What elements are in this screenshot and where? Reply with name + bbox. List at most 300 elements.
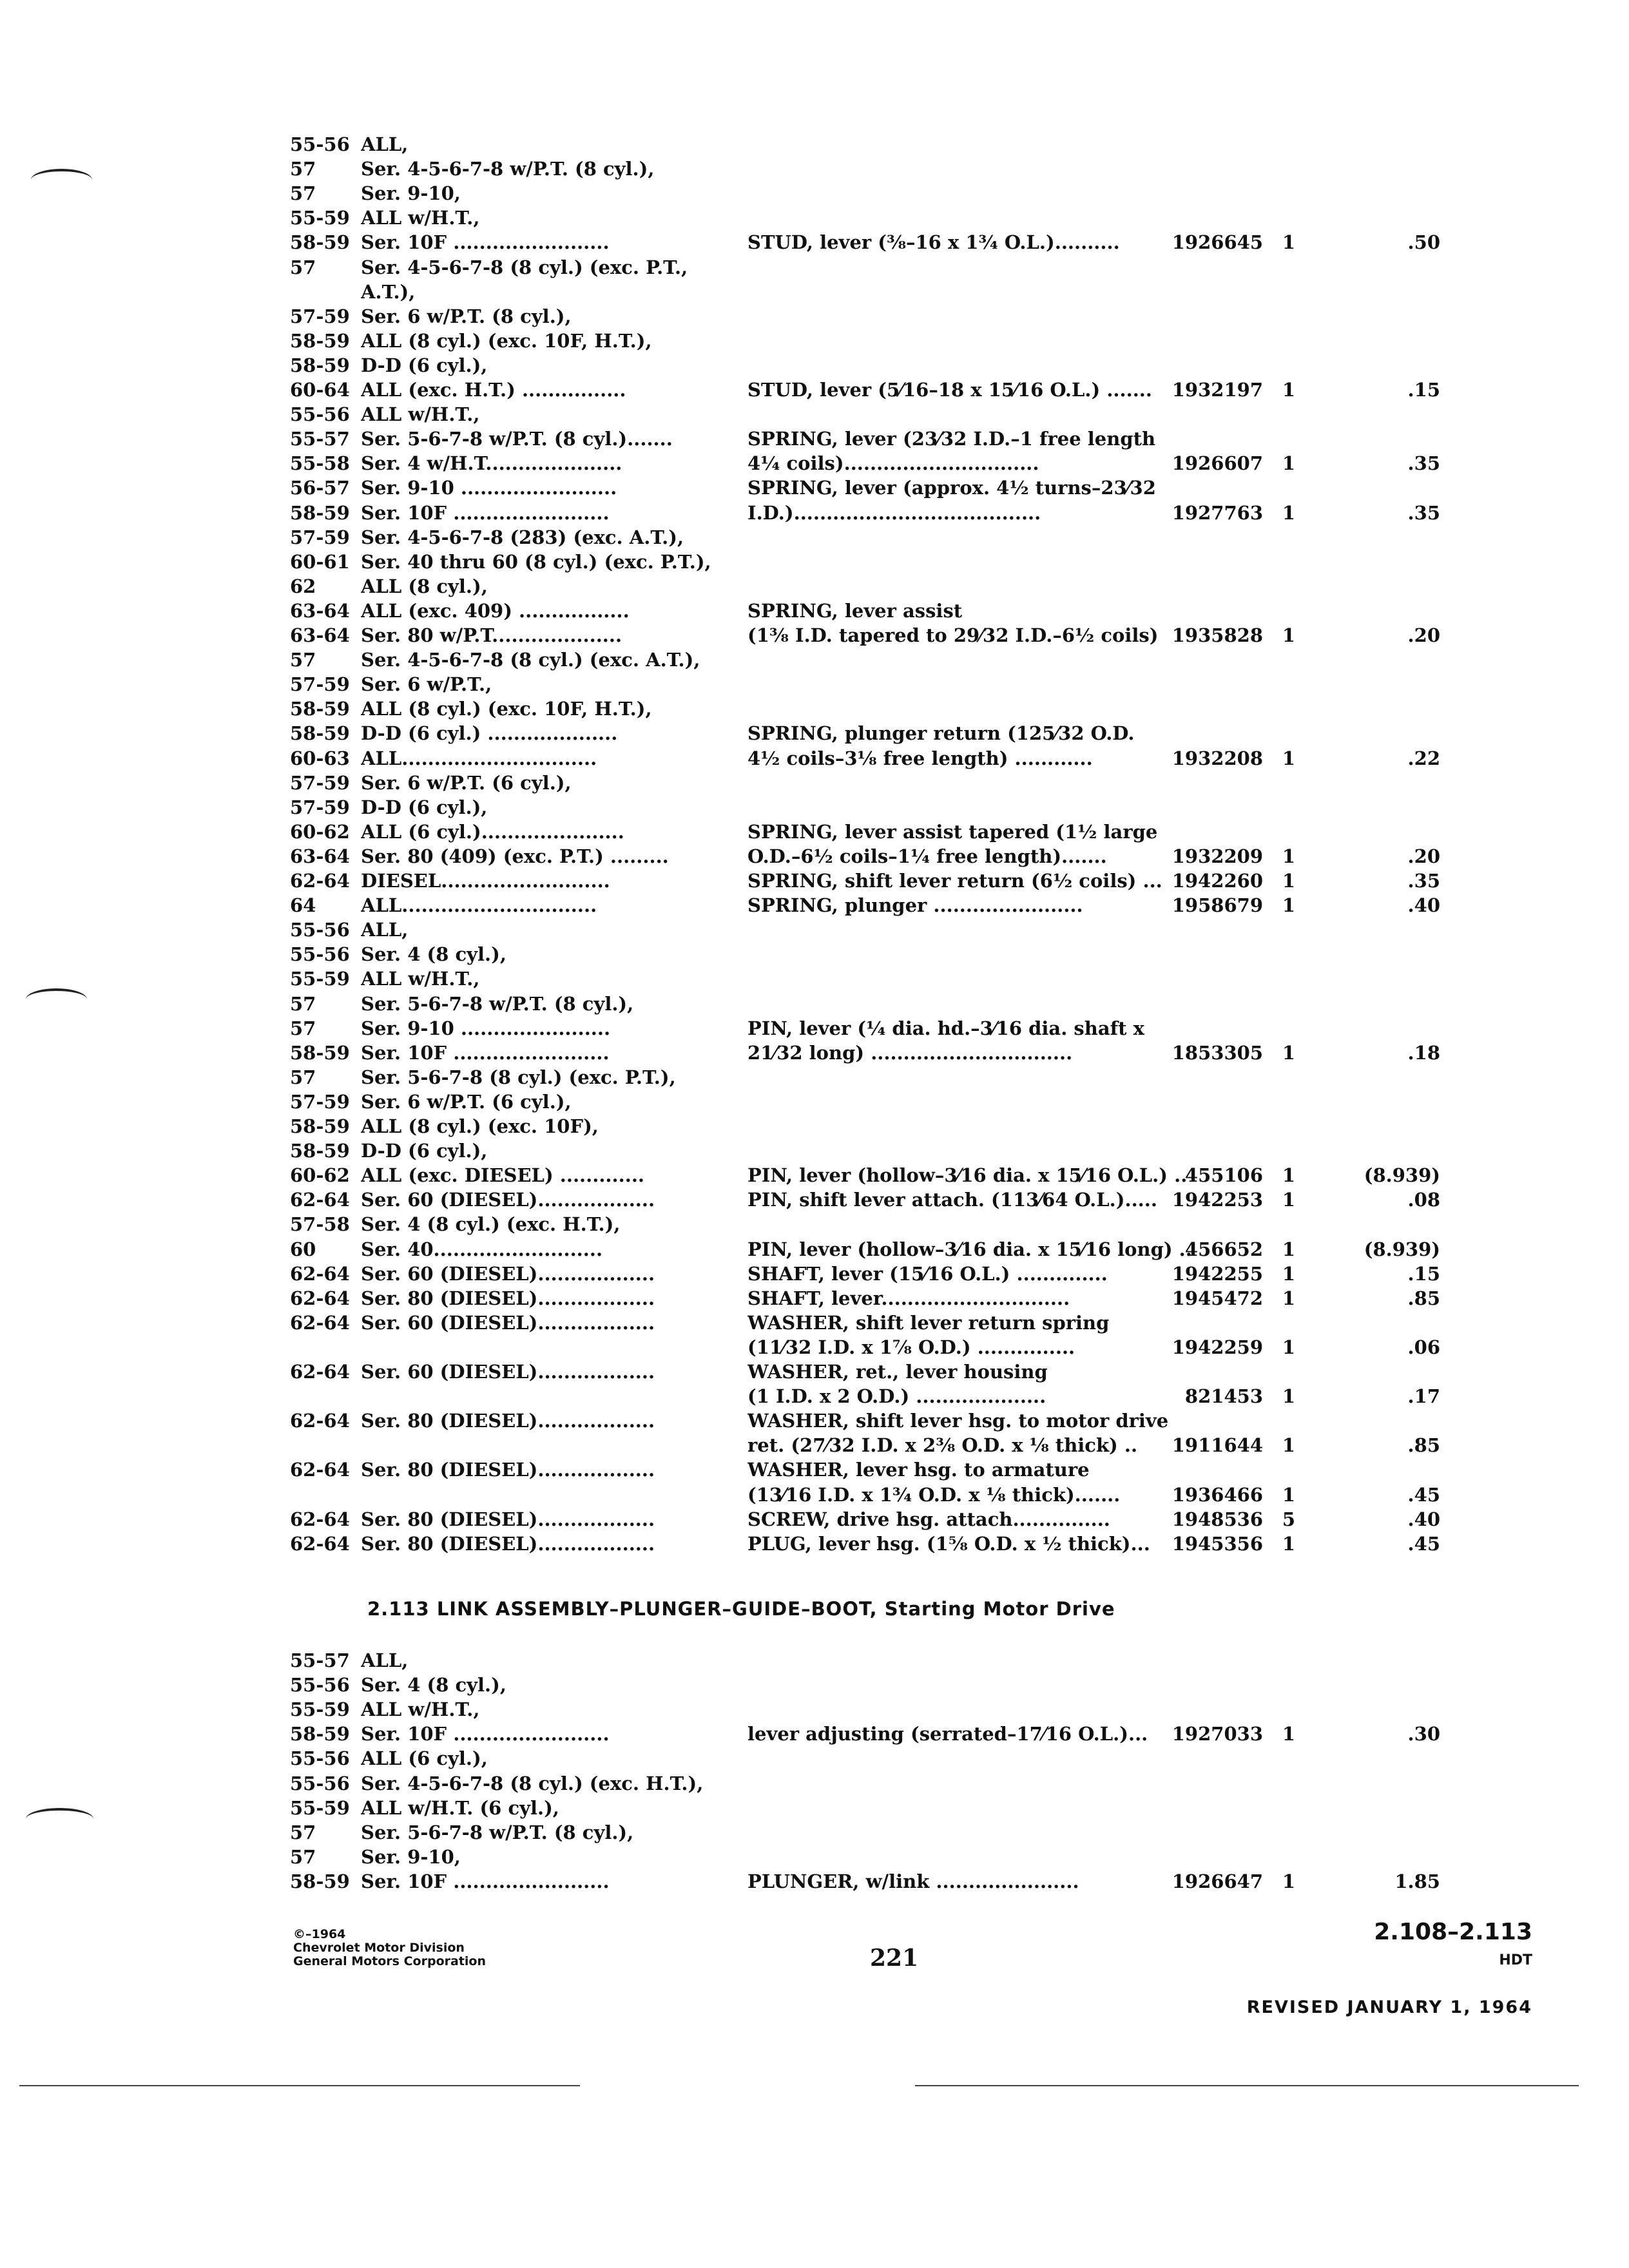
model-year: 58-59: [290, 329, 350, 352]
table-row: [290, 820, 1450, 844]
table-row: [290, 721, 1450, 745]
description: SPRING, lever assist tapered (1½ large: [747, 820, 1158, 843]
table-row: [290, 1532, 1450, 1556]
application: Ser. 4-5-6-7-8 w/P.T. (8 cyl.),: [361, 158, 655, 180]
description: 4½ coils–3⅛ free length) ............: [747, 747, 1093, 769]
model-year: 57-59: [290, 673, 350, 696]
model-year: 56-57: [290, 477, 350, 499]
description: SPRING, lever assist: [747, 599, 963, 622]
table-row: [290, 132, 1450, 157]
price: .06: [1407, 1336, 1440, 1358]
part-number: 1932197: [1171, 379, 1263, 401]
application: Ser. 80 w/P.T....................: [361, 624, 622, 646]
scan-edge-line-left: [19, 2085, 580, 2086]
table-row: [290, 893, 1450, 918]
table-row: [290, 1114, 1450, 1139]
price: .40: [1407, 1508, 1440, 1530]
model-year: 58-59: [290, 722, 350, 745]
application: Ser. 60 (DIESEL)..................: [361, 1189, 655, 1211]
table-row: [290, 992, 1450, 1016]
application: Ser. 6 w/P.T. (8 cyl.),: [361, 305, 572, 327]
table-row: [290, 1016, 1450, 1041]
model-year: 62: [290, 575, 316, 597]
description: PIN, lever (¼ dia. hd.–3⁄16 dia. shaft x: [747, 1017, 1144, 1039]
application: Ser. 5-6-7-8 w/P.T. (8 cyl.),: [361, 1821, 634, 1843]
table-row: [290, 1869, 1450, 1894]
part-number: 1911644: [1171, 1434, 1263, 1457]
section-range: 2.108–2.113: [1374, 1919, 1532, 1945]
application: ALL w/H.T.,: [361, 403, 480, 426]
model-year: 55-59: [290, 207, 350, 229]
part-number: 1942255: [1171, 1262, 1263, 1285]
part-number: 1932209: [1171, 845, 1263, 867]
table-row: [290, 1041, 1450, 1065]
table-row: [290, 1483, 1450, 1507]
model-year: 57-59: [290, 796, 350, 818]
table-row: [290, 1722, 1450, 1746]
page-number: 221: [870, 1945, 919, 1972]
description: (1 I.D. x 2 O.D.) ....................: [747, 1385, 1046, 1408]
description: SPRING, shift lever return (6½ coils) ...: [747, 870, 1162, 892]
model-year: 60-64: [290, 379, 350, 401]
part-number: 1958679: [1171, 894, 1263, 917]
price: .15: [1407, 379, 1440, 401]
table-row: [290, 1845, 1450, 1869]
price: .45: [1407, 1483, 1440, 1506]
model-year: 55-56: [290, 133, 350, 155]
application: Ser. 80 (DIESEL)..................: [361, 1508, 655, 1530]
price: .20: [1407, 624, 1440, 646]
application: ALL (8 cyl.),: [361, 575, 488, 597]
price: .45: [1407, 1532, 1440, 1555]
table-row: [290, 329, 1450, 353]
quantity: 1: [1282, 747, 1296, 769]
model-year: 58-59: [290, 231, 350, 254]
description: PLUG, lever hsg. (1⅝ O.D. x ½ thick)...: [747, 1532, 1150, 1555]
model-year: 64: [290, 894, 316, 917]
application: Ser. 10F ........................: [361, 1723, 610, 1745]
quantity: 1: [1282, 452, 1296, 475]
application: Ser. 4 (8 cyl.) (exc. H.T.),: [361, 1213, 621, 1236]
table-row: [290, 451, 1450, 476]
description: 21⁄32 long) ...............................: [747, 1041, 1073, 1064]
description: I.D.)......................................: [747, 501, 1041, 524]
description: WASHER, ret., lever housing: [747, 1361, 1048, 1383]
table-row: [290, 574, 1450, 599]
table-row: [290, 1262, 1450, 1286]
corporation: General Motors Corporation: [293, 1954, 486, 1968]
quantity: 1: [1282, 870, 1296, 892]
application: ALL..............................: [361, 894, 597, 917]
model-year: 57: [290, 158, 316, 180]
part-number: 1948536: [1171, 1508, 1263, 1530]
table-row: [290, 525, 1450, 550]
model-year: 58-59: [290, 354, 350, 376]
price: .35: [1407, 870, 1440, 892]
description: PLUNGER, w/link ......................: [747, 1870, 1079, 1892]
application: Ser. 5-6-7-8 w/P.T. (8 cyl.),: [361, 992, 634, 1015]
table-row: [290, 771, 1450, 795]
price: .08: [1407, 1189, 1440, 1211]
description: lever adjusting (serrated–17⁄16 O.L.)...: [747, 1723, 1148, 1745]
application: Ser. 5-6-7-8 (8 cyl.) (exc. P.T.),: [361, 1066, 676, 1088]
application: Ser. 6 w/P.T. (6 cyl.),: [361, 1090, 572, 1113]
application: Ser. 9-10,: [361, 182, 461, 205]
model-year: 57: [290, 1845, 316, 1868]
model-year: 62-64: [290, 1262, 350, 1285]
price: .50: [1407, 231, 1440, 254]
model-year: 55-57: [290, 1649, 350, 1671]
table-row: [290, 1163, 1450, 1187]
model-year: 62-64: [290, 1189, 350, 1211]
quantity: 1: [1282, 1238, 1296, 1260]
quantity: 1: [1282, 379, 1296, 401]
part-number: 1936466: [1171, 1483, 1263, 1506]
model-year: 60: [290, 1238, 316, 1260]
model-year: 57: [290, 1017, 316, 1039]
model-year: 58-59: [290, 1723, 350, 1745]
application: ALL w/H.T.,: [361, 1698, 480, 1721]
part-number: 1926645: [1171, 231, 1263, 254]
application: Ser. 4-5-6-7-8 (8 cyl.) (exc. H.T.),: [361, 1772, 704, 1794]
quantity: 1: [1282, 845, 1296, 867]
application: ALL w/H.T.,: [361, 207, 480, 229]
description: (1⅜ I.D. tapered to 29⁄32 I.D.–6½ coils): [747, 624, 1159, 646]
application: Ser. 80 (DIESEL)..................: [361, 1287, 655, 1309]
application: ALL (8 cyl.) (exc. 10F),: [361, 1115, 599, 1137]
quantity: 1: [1282, 624, 1296, 646]
application: Ser. 60 (DIESEL)..................: [361, 1311, 655, 1334]
model-year: 55-59: [290, 968, 350, 990]
table-row: [290, 1746, 1450, 1771]
application: Ser. 4-5-6-7-8 (8 cyl.) (exc. A.T.),: [361, 649, 700, 671]
part-number: 456652: [1184, 1238, 1263, 1260]
part-number: 1927033: [1171, 1723, 1263, 1745]
model-year: 62-64: [290, 1410, 350, 1432]
model-year: 55-56: [290, 943, 350, 966]
price: .20: [1407, 845, 1440, 867]
table-row: [290, 181, 1450, 206]
table-row: [290, 795, 1450, 820]
model-year: 57-59: [290, 526, 350, 548]
table-row: [290, 1433, 1450, 1457]
application: ALL w/H.T.,: [361, 968, 480, 990]
application: Ser. 4 (8 cyl.),: [361, 1674, 506, 1696]
scan-edge-line-right: [915, 2085, 1579, 2086]
table-row: [290, 1820, 1450, 1845]
description: SPRING, lever (23⁄32 I.D.–1 free length: [747, 428, 1156, 450]
model-year: 62-64: [290, 1361, 350, 1383]
table-row: [290, 230, 1450, 255]
description: (11⁄32 I.D. x 1⅞ O.D.) ...............: [747, 1336, 1075, 1358]
price: .85: [1407, 1434, 1440, 1457]
table-row: [290, 476, 1450, 500]
model-year: 57: [290, 182, 316, 205]
application: Ser. 10F ........................: [361, 231, 610, 254]
model-year: 55-59: [290, 1796, 350, 1819]
quantity: 1: [1282, 501, 1296, 524]
application: ALL w/H.T. (6 cyl.),: [361, 1796, 559, 1819]
model-year: 58-59: [290, 1041, 350, 1064]
description: SPRING, plunger return (125⁄32 O.D.: [747, 722, 1135, 745]
revised-date: REVISED JANUARY 1, 1964: [1246, 1997, 1532, 2017]
part-number: 455106: [1184, 1164, 1263, 1187]
model-year: 55-56: [290, 1747, 350, 1770]
model-year: 55-56: [290, 919, 350, 941]
table-row: [290, 1311, 1450, 1335]
description: PIN, lever (hollow–3⁄16 dia. x 15⁄16 O.L.) ..: [747, 1164, 1188, 1187]
application: Ser. 10F ........................: [361, 1870, 610, 1892]
application: Ser. 80 (409) (exc. P.T.) .........: [361, 845, 669, 867]
table-row: [290, 280, 1450, 304]
scan-mark: [31, 169, 92, 191]
application: Ser. 10F ........................: [361, 1041, 610, 1064]
division: Chevrolet Motor Division: [293, 1941, 465, 1955]
part-number: 1853305: [1171, 1041, 1263, 1064]
price: .17: [1407, 1385, 1440, 1408]
part-number: 1945472: [1171, 1287, 1263, 1309]
quantity: 1: [1282, 1723, 1296, 1745]
price: .35: [1407, 501, 1440, 524]
application: ALL,: [361, 1649, 409, 1671]
table-row: [290, 255, 1450, 280]
description: WASHER, shift lever return spring: [747, 1311, 1110, 1334]
application: A.T.),: [361, 280, 416, 303]
application: Ser. 9-10,: [361, 1845, 461, 1868]
price: .22: [1407, 747, 1440, 769]
description: SPRING, plunger .......................: [747, 894, 1083, 917]
application: ALL (exc. DIESEL) .............: [361, 1164, 645, 1187]
description: WASHER, shift lever hsg. to motor drive: [747, 1410, 1169, 1432]
model-year: 60-63: [290, 747, 350, 769]
table-row: [290, 1771, 1450, 1796]
table-row: [290, 672, 1450, 697]
application: Ser. 80 (DIESEL)..................: [361, 1410, 655, 1432]
model-year: 62-64: [290, 1508, 350, 1530]
table-row: [290, 623, 1450, 648]
application: Ser. 6 w/P.T.,: [361, 673, 492, 696]
table-row: [290, 1212, 1450, 1236]
price: .35: [1407, 452, 1440, 475]
model-year: 57-59: [290, 1090, 350, 1113]
application: Ser. 60 (DIESEL)..................: [361, 1262, 655, 1285]
model-year: 57-59: [290, 305, 350, 327]
description: PIN, shift lever attach. (113⁄64 O.L.).....: [747, 1189, 1157, 1211]
table-row: [290, 1090, 1450, 1114]
model-year: 55-56: [290, 403, 350, 426]
part-number: 1932208: [1171, 747, 1263, 769]
price: (8.939): [1364, 1164, 1440, 1187]
part-number: 1942259: [1171, 1336, 1263, 1358]
model-year: 57: [290, 649, 316, 671]
application: ALL,: [361, 919, 409, 941]
model-year: 60-62: [290, 820, 350, 843]
model-year: 55-56: [290, 1772, 350, 1794]
application: ALL (8 cyl.) (exc. 10F, H.T.),: [361, 698, 652, 720]
description: (13⁄16 I.D. x 1¾ O.D. x ⅛ thick).......: [747, 1483, 1121, 1506]
application: Ser. 6 w/P.T. (6 cyl.),: [361, 771, 572, 794]
application: D-D (6 cyl.),: [361, 796, 488, 818]
table-row: [290, 1697, 1450, 1722]
description: SHAFT, lever (15⁄16 O.L.) ..............: [747, 1262, 1108, 1285]
application: ALL (exc. 409) .................: [361, 599, 630, 622]
application: Ser. 4 (8 cyl.),: [361, 943, 506, 966]
table-row: [290, 1648, 1450, 1673]
model-year: 62-64: [290, 1311, 350, 1334]
application: Ser. 40 thru 60 (8 cyl.) (exc. P.T.),: [361, 550, 711, 573]
description: SHAFT, lever.............................: [747, 1287, 1070, 1309]
table-row: [290, 304, 1450, 329]
table-row: [290, 966, 1450, 991]
table-row: [290, 353, 1450, 378]
scan-mark: [26, 1808, 93, 1830]
application: Ser. 5-6-7-8 w/P.T. (8 cyl.).......: [361, 428, 673, 450]
description: STUD, lever (⅜–16 x 1¾ O.L.)..........: [747, 231, 1120, 254]
description: STUD, lever (5⁄16–18 x 15⁄16 O.L.) .......: [747, 379, 1152, 401]
application: ALL (8 cyl.) (exc. 10F, H.T.),: [361, 329, 652, 352]
table-row: [290, 1507, 1450, 1532]
model-year: 57-59: [290, 771, 350, 794]
table-row: [290, 648, 1450, 672]
application: D-D (6 cyl.),: [361, 1140, 488, 1162]
application: Ser. 10F ........................: [361, 501, 610, 524]
description: ret. (27⁄32 I.D. x 2⅜ O.D. x ⅛ thick) ..: [747, 1434, 1138, 1457]
model-year: 57-58: [290, 1213, 350, 1236]
table-row: [290, 1796, 1450, 1820]
application: Ser. 80 (DIESEL)..................: [361, 1459, 655, 1481]
table-row: [290, 942, 1450, 966]
quantity: 1: [1282, 1532, 1296, 1555]
application: Ser. 4 w/H.T.....................: [361, 452, 622, 475]
table-row: [290, 206, 1450, 230]
quantity: 1: [1282, 1385, 1296, 1408]
scan-mark: [26, 988, 87, 1010]
application: Ser. 9-10 .......................: [361, 1017, 611, 1039]
application: Ser. 4-5-6-7-8 (283) (exc. A.T.),: [361, 526, 684, 548]
price: .18: [1407, 1041, 1440, 1064]
price: 1.85: [1394, 1870, 1440, 1892]
model-year: 55-56: [290, 1674, 350, 1696]
part-number: 1926607: [1171, 452, 1263, 475]
model-year: 62-64: [290, 1287, 350, 1309]
table-row: [290, 1187, 1450, 1212]
model-year: 62-64: [290, 870, 350, 892]
model-year: 57: [290, 1066, 316, 1088]
application: ALL (exc. H.T.) ................: [361, 379, 626, 401]
part-number: 1942253: [1171, 1189, 1263, 1211]
price: .30: [1407, 1723, 1440, 1745]
part-number: 1935828: [1171, 624, 1263, 646]
table-row: [290, 427, 1450, 451]
table-row: [290, 1408, 1450, 1433]
quantity: 1: [1282, 1262, 1296, 1285]
description: SCREW, drive hsg. attach...............: [747, 1508, 1110, 1530]
table-row: [290, 1237, 1450, 1262]
quantity: 1: [1282, 1287, 1296, 1309]
model-year: 60-62: [290, 1164, 350, 1187]
application: D-D (6 cyl.) ....................: [361, 722, 618, 745]
part-number: 1926647: [1171, 1870, 1263, 1892]
table-row: [290, 918, 1450, 942]
model-year: 55-58: [290, 452, 350, 475]
model-year: 58-59: [290, 1140, 350, 1162]
table-row: [290, 1360, 1450, 1384]
application: ALL,: [361, 133, 409, 155]
table-row: [290, 1335, 1450, 1360]
table-row: [290, 402, 1450, 427]
quantity: 1: [1282, 1434, 1296, 1457]
quantity: 1: [1282, 1164, 1296, 1187]
table-row: [290, 1139, 1450, 1163]
application: DIESEL..........................: [361, 870, 610, 892]
application: Ser. 9-10 ........................: [361, 477, 617, 499]
application: Ser. 4-5-6-7-8 (8 cyl.) (exc. P.T.,: [361, 256, 688, 278]
section-title: 2.113 LINK ASSEMBLY–PLUNGER–GUIDE–BOOT, Starting Motor Drive: [367, 1598, 1115, 1620]
table-row: [290, 378, 1450, 402]
application: Ser. 60 (DIESEL)..................: [361, 1361, 655, 1383]
quantity: 1: [1282, 1870, 1296, 1892]
model-year: 60-61: [290, 550, 350, 573]
part-number: 1927763: [1171, 501, 1263, 524]
model-year: 57: [290, 992, 316, 1015]
part-number: 1945356: [1171, 1532, 1263, 1555]
table-row: [290, 157, 1450, 181]
application: D-D (6 cyl.),: [361, 354, 488, 376]
application: Ser. 40..........................: [361, 1238, 603, 1260]
model-year: 58-59: [290, 698, 350, 720]
price: (8.939): [1364, 1238, 1440, 1260]
description: PIN, lever (hollow–3⁄16 dia. x 15⁄16 long) ..: [747, 1238, 1192, 1260]
quantity: 1: [1282, 1189, 1296, 1211]
description: 4¼ coils)..............................: [747, 452, 1039, 475]
table-row: [290, 697, 1450, 721]
quantity: 1: [1282, 1336, 1296, 1358]
model-year: 58-59: [290, 1870, 350, 1892]
application: ALL (6 cyl.),: [361, 1747, 488, 1770]
model-year: 62-64: [290, 1532, 350, 1555]
quantity: 5: [1282, 1508, 1296, 1530]
model-year: 63-64: [290, 599, 350, 622]
table-row: [290, 501, 1450, 525]
description: O.D.–6½ coils–1¼ free length).......: [747, 845, 1107, 867]
price: .85: [1407, 1287, 1440, 1309]
price: .15: [1407, 1262, 1440, 1285]
model-year: 63-64: [290, 845, 350, 867]
table-row: [290, 844, 1450, 869]
model-year: 55-59: [290, 1698, 350, 1721]
table-row: [290, 1673, 1450, 1697]
application: Ser. 80 (DIESEL)..................: [361, 1532, 655, 1555]
table-row: [290, 599, 1450, 623]
table-row: [290, 1065, 1450, 1090]
section-code: HDT: [1499, 1952, 1532, 1968]
model-year: 62-64: [290, 1459, 350, 1481]
model-year: 63-64: [290, 624, 350, 646]
model-year: 58-59: [290, 1115, 350, 1137]
table-row: [290, 869, 1450, 893]
model-year: 55-57: [290, 428, 350, 450]
price: .40: [1407, 894, 1440, 917]
table-row: [290, 1286, 1450, 1311]
model-year: 57: [290, 256, 316, 278]
table-row: [290, 1384, 1450, 1408]
table-row: [290, 746, 1450, 771]
quantity: 1: [1282, 231, 1296, 254]
part-number: 1942260: [1171, 870, 1263, 892]
model-year: 58-59: [290, 501, 350, 524]
application: ALL (6 cyl.)......................: [361, 820, 624, 843]
table-row: [290, 1457, 1450, 1482]
